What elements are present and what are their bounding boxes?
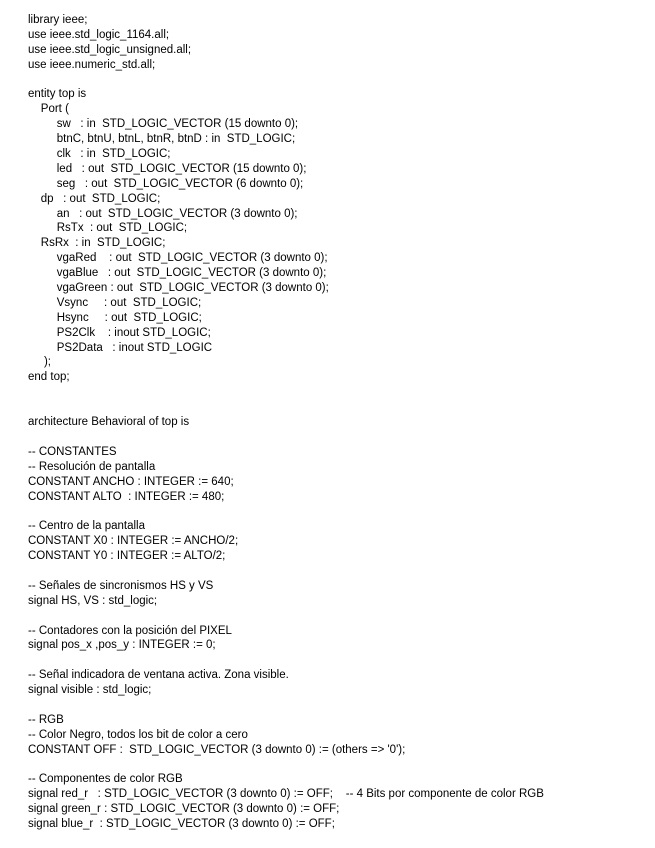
code-line: signal HS, VS : std_logic; bbox=[28, 594, 158, 607]
code-line: -- Componentes de color RGB bbox=[28, 773, 183, 786]
code-line: vgaBlue : out STD_LOGIC_VECTOR (3 downto 0); bbox=[28, 267, 327, 280]
code-line: signal visible : std_logic; bbox=[28, 684, 152, 697]
code-line: clk : in STD_LOGIC; bbox=[28, 148, 171, 161]
code-line: an : out STD_LOGIC_VECTOR (3 downto 0); bbox=[28, 207, 298, 220]
code-line: CONSTANT X0 : INTEGER := ANCHO/2; bbox=[28, 535, 239, 548]
code-line: RsTx : out STD_LOGIC; bbox=[28, 222, 188, 235]
code-line: -- Color Negro, todos los bit de color a cero bbox=[28, 728, 248, 741]
vhdl-code-listing bbox=[28, 13, 655, 832]
code-line: signal red_r : STD_LOGIC_VECTOR (3 downto 0) := OFF; -- 4 Bits por componente de color RGB bbox=[28, 788, 544, 801]
code-line: use ieee.numeric_std.all; bbox=[28, 58, 156, 71]
code-line: CONSTANT Y0 : INTEGER := ALTO/2; bbox=[28, 550, 226, 563]
code-line: CONSTANT ALTO : INTEGER := 480; bbox=[28, 490, 225, 503]
code-line bbox=[28, 400, 655, 415]
code-line: ); bbox=[28, 356, 51, 369]
code-line: vgaGreen : out STD_LOGIC_VECTOR (3 downto 0); bbox=[28, 282, 329, 295]
code-line bbox=[28, 564, 655, 579]
code-line: Vsync : out STD_LOGIC; bbox=[28, 296, 202, 309]
code-line: vgaRed : out STD_LOGIC_VECTOR (3 downto 0); bbox=[28, 252, 328, 265]
code-line: PS2Clk : inout STD_LOGIC; bbox=[28, 326, 211, 339]
code-line: Hsync : out STD_LOGIC; bbox=[28, 311, 202, 324]
code-line bbox=[28, 653, 655, 668]
code-line: dp : out STD_LOGIC; bbox=[28, 192, 161, 205]
code-line: PS2Data : inout STD_LOGIC bbox=[28, 341, 213, 354]
code-line: signal pos_x ,pos_y : INTEGER := 0; bbox=[28, 639, 216, 652]
code-line: use ieee.std_logic_unsigned.all; bbox=[28, 43, 192, 56]
code-line bbox=[28, 609, 655, 624]
code-line: RsRx : in STD_LOGIC; bbox=[28, 237, 166, 250]
code-line: -- Resolución de pantalla bbox=[28, 460, 156, 473]
code-line: architecture Behavioral of top is bbox=[28, 416, 190, 429]
code-line bbox=[28, 430, 655, 445]
code-line bbox=[28, 73, 655, 88]
code-line: library ieee; bbox=[28, 14, 88, 26]
code-line: led : out STD_LOGIC_VECTOR (15 downto 0); bbox=[28, 162, 307, 175]
code-line: end top; bbox=[28, 371, 70, 384]
code-line: CONSTANT OFF : STD_LOGIC_VECTOR (3 downto 0) := (others => '0'); bbox=[28, 743, 406, 756]
code-line bbox=[28, 385, 655, 400]
code-line bbox=[28, 758, 655, 773]
code-line: -- Señal indicadora de ventana activa. Zona visible. bbox=[28, 669, 289, 682]
code-line: sw : in STD_LOGIC_VECTOR (15 downto 0); bbox=[28, 118, 299, 131]
code-line: seg : out STD_LOGIC_VECTOR (6 downto 0); bbox=[28, 177, 304, 190]
code-line: -- Centro de la pantalla bbox=[28, 520, 145, 533]
code-line: use ieee.std_logic_1164.all; bbox=[28, 28, 170, 41]
code-line: -- RGB bbox=[28, 713, 64, 726]
code-line: -- Contadores con la posición del PIXEL bbox=[28, 624, 232, 637]
code-line: signal blue_r : STD_LOGIC_VECTOR (3 downto 0) := OFF; bbox=[28, 818, 335, 831]
code-line: entity top is bbox=[28, 88, 87, 101]
code-line: -- Señales de sincronismos HS y VS bbox=[28, 579, 214, 592]
code-line: btnC, btnU, btnL, btnR, btnD : in STD_LOGIC; bbox=[28, 133, 296, 146]
code-line bbox=[28, 698, 655, 713]
code-line bbox=[28, 504, 655, 519]
code-line: -- CONSTANTES bbox=[28, 445, 117, 458]
code-line: CONSTANT ANCHO : INTEGER := 640; bbox=[28, 475, 234, 488]
code-line: Port ( bbox=[28, 103, 69, 116]
code-line: signal green_r : STD_LOGIC_VECTOR (3 downto 0) := OFF; bbox=[28, 803, 340, 816]
